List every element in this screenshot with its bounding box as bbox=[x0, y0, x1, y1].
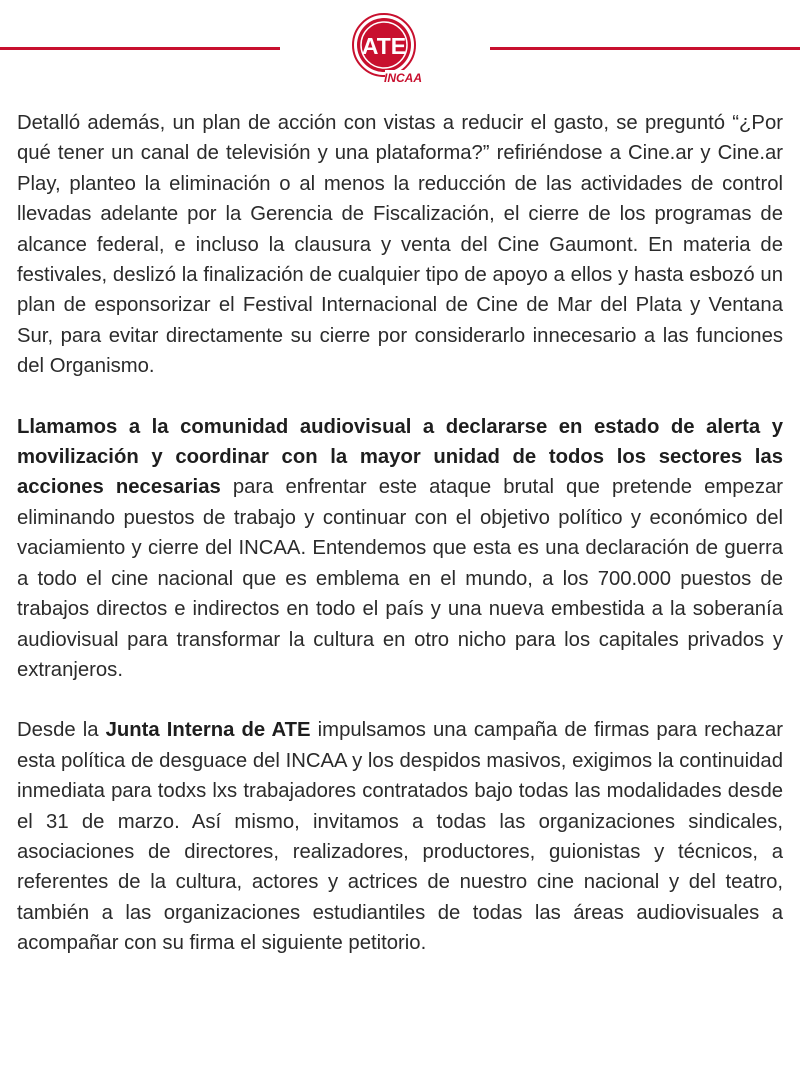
header-rule-right bbox=[490, 47, 800, 50]
paragraph-campaign-bold: Junta Interna de ATE bbox=[105, 719, 311, 742]
paragraph-plan-text: Detalló además, un plan de acción con vistas a reducir el gasto, se preguntó “¿Por qué tener un canal de televisión y una plataforma?” refiriéndose a Cine.ar y Cine.ar Play, planteo la eliminación o al menos la reducción de las actividades de control llevadas adelante por la Gerencia de Fiscalización, el cierre de los programas de alcance federal, e incluso la clausura y venta del Cine Gaumont. En materia de festivales, deslizó la finalización de cualquier tipo de apoyo a ellos y hasta esbozó un plan de esponsorizar el Festival Internacional de Cine de Mar del Plata y Ventana Sur, para evitar directamente su cierre por considerarlo innecesario a las funciones del Organismo. bbox=[17, 112, 783, 378]
paragraph-plan bbox=[17, 108, 783, 382]
logo-subtext: INCAA bbox=[384, 71, 422, 85]
paragraph-call-text: para enfrentar este ataque brutal que pretende empezar eliminando puestos de trabajo y continuar con el objetivo político y económico del vaciamiento y cierre del INCAA. Entendemos que esta es una declaración de guerra a todo el cine nacional que es emblema en el mundo, a los 700.000 puestos de trabajos directos e indirectos en todo el país y una nueva embestida a la soberanía audiovisual para transformar la cultura en otro nicho para los capitales privados y extranjeros. bbox=[17, 476, 783, 681]
page-header bbox=[0, 0, 800, 100]
paragraph-campaign-text: impulsamos una campaña de firmas para rechazar esta política de desguace del INCAA y los despidos masivos, exigimos la continuidad inmediata para todxs lxs trabajadores contratados bajo todas las modalidades desde el 31 de marzo. Así mismo, invitamos a todas las organizaciones sindicales, asociaciones de directores, realizadores, productores, guionistas y técnicos, a referentes de la cultura, actores y actrices de nuestro cine nacional y del teatro, también a las organizaciones estudiantiles de todas las áreas audiovisuales a acompañar con su firma el siguiente petitorio. bbox=[17, 719, 783, 955]
header-rule-left bbox=[0, 47, 280, 50]
paragraph-call bbox=[17, 412, 783, 686]
paragraph-campaign bbox=[17, 715, 783, 958]
paragraph-campaign-pre: Desde la bbox=[17, 719, 106, 742]
paragraph-call-bold: Llamamos a la comunidad audiovisual a declararse en estado de alerta y movilización y coordinar con la mayor unidad de todos los sectores las acciones necesarias bbox=[17, 415, 783, 499]
logo-text: ATE bbox=[361, 33, 407, 59]
article-body bbox=[17, 108, 783, 989]
ate-incaa-logo bbox=[345, 8, 423, 88]
